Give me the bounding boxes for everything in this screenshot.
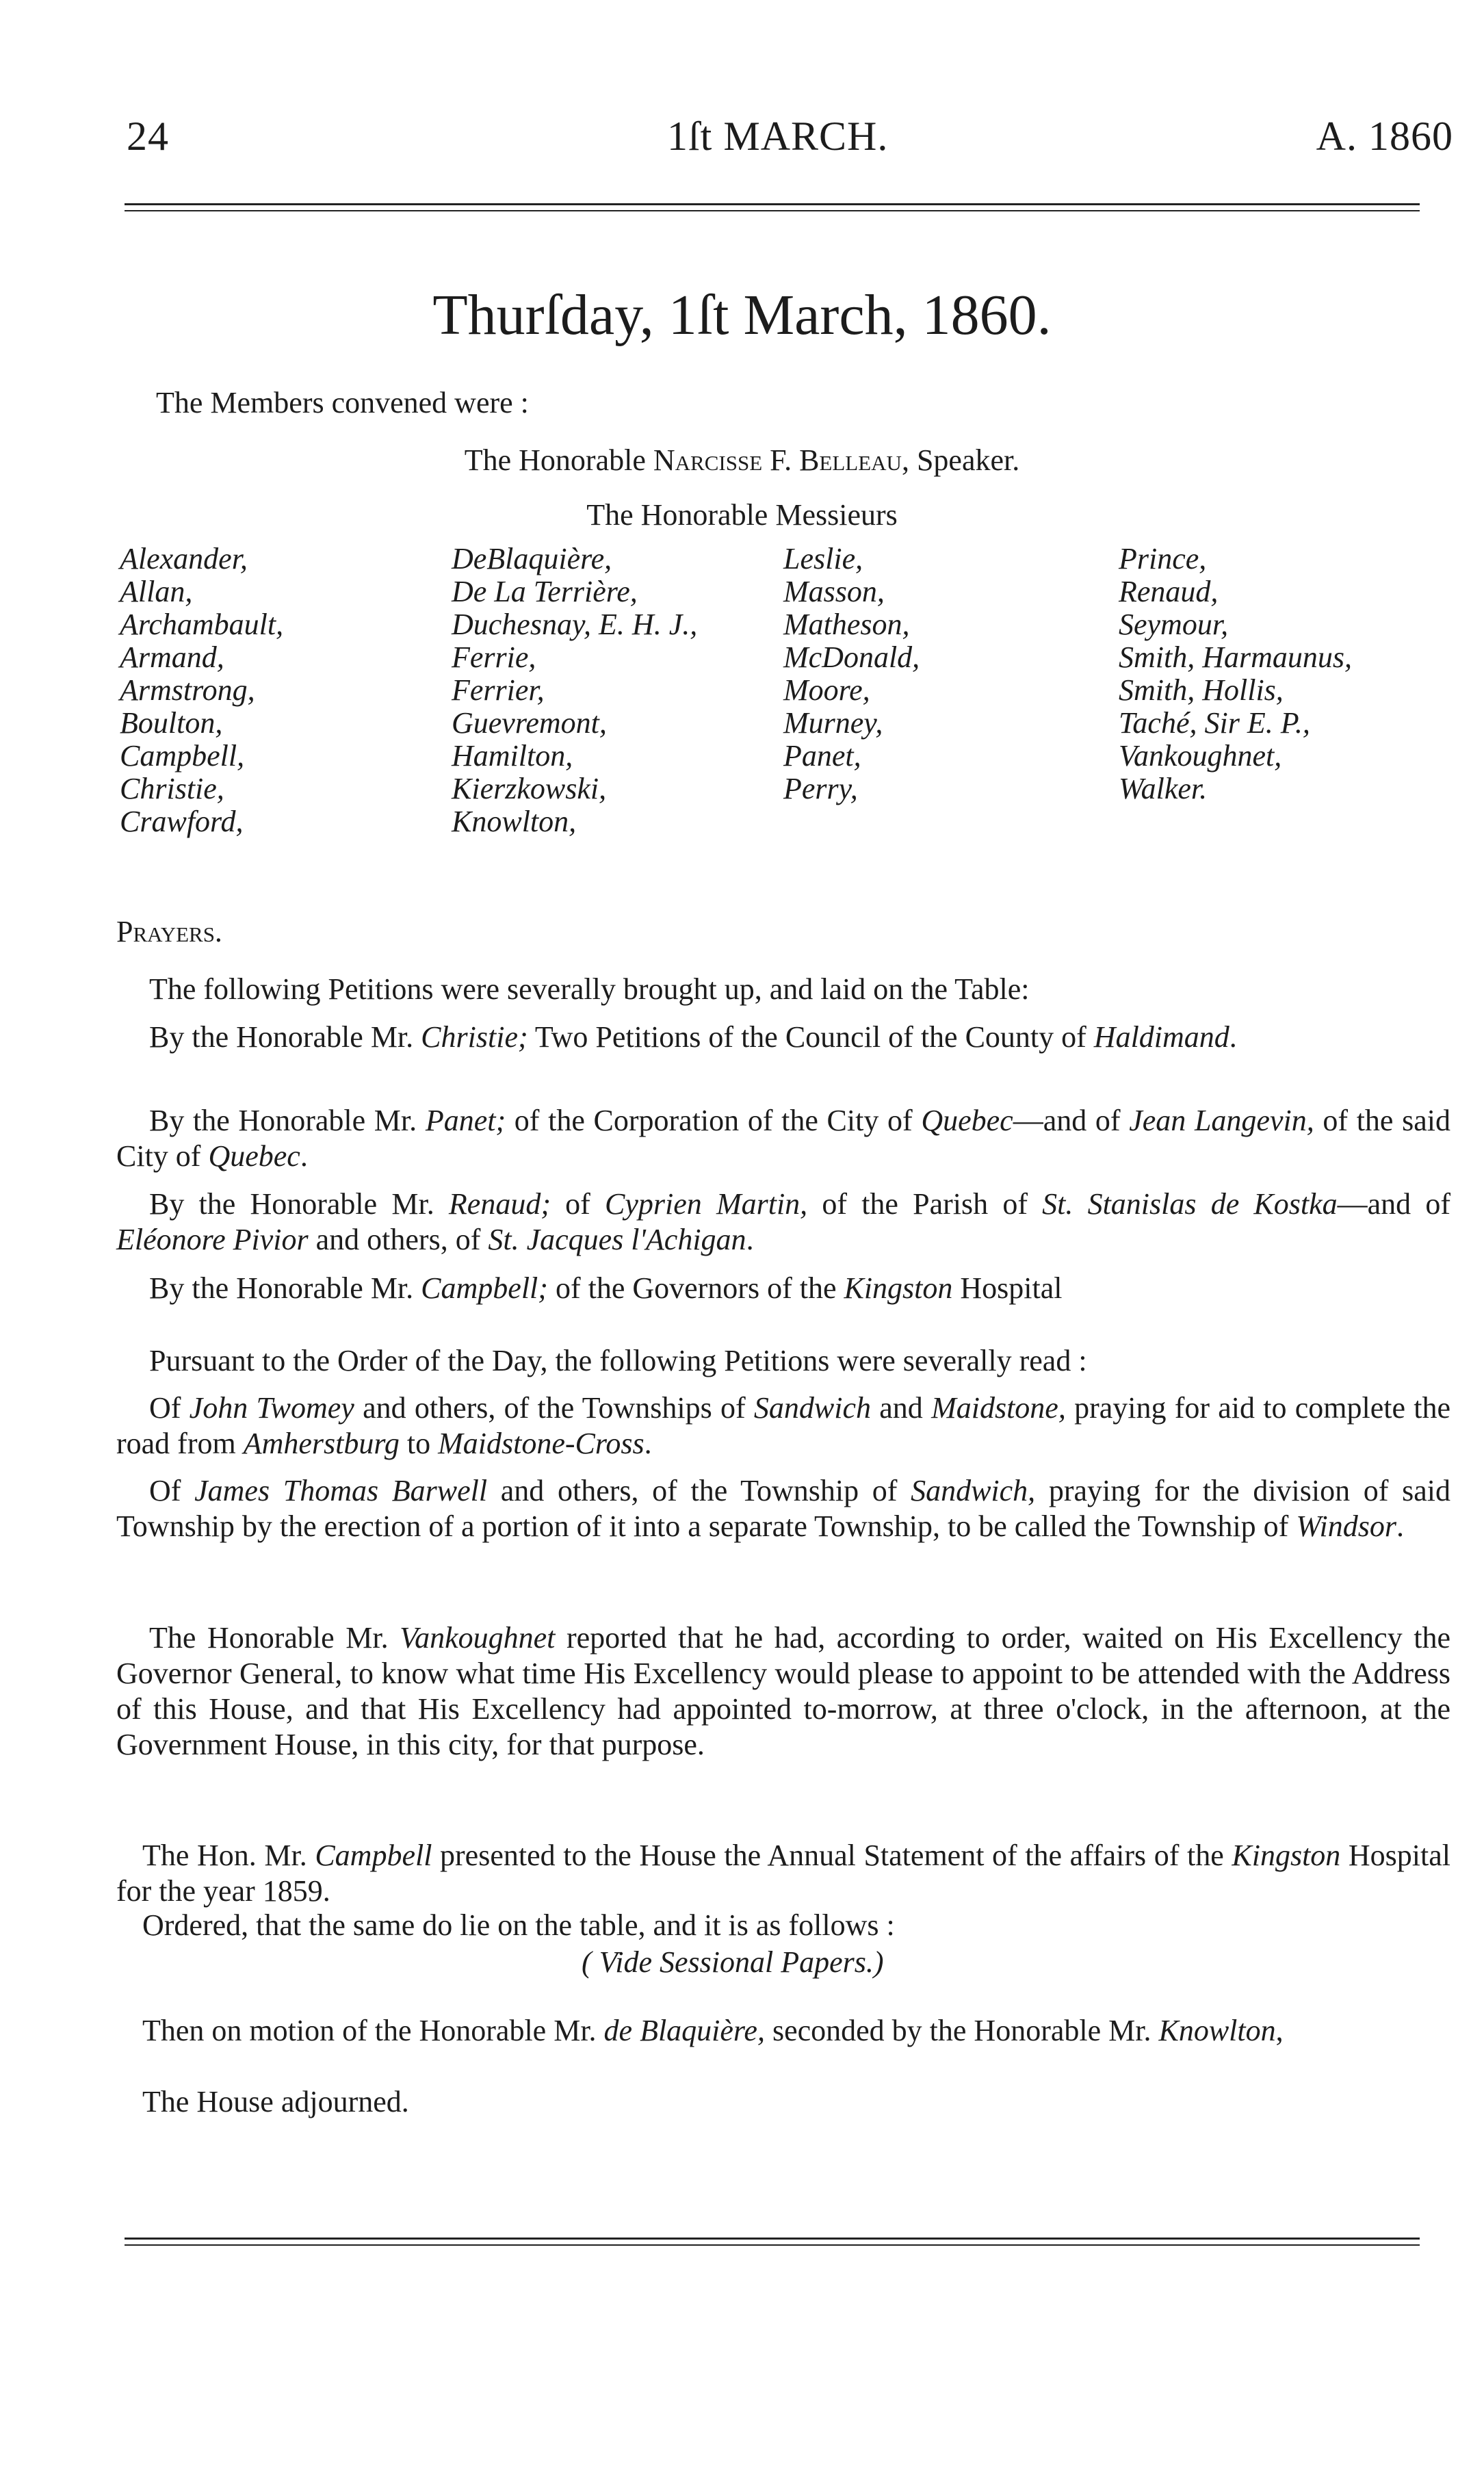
place-ref: Haldimand xyxy=(1093,1020,1229,1054)
text: . xyxy=(1229,1020,1237,1054)
motion-paragraph xyxy=(116,2013,1450,2049)
member-name: Prince, xyxy=(1119,542,1207,575)
member-ref: Campbell; xyxy=(421,1271,548,1305)
member-name: Seymour, xyxy=(1119,608,1229,641)
page-number: 24 xyxy=(127,114,169,159)
text: By the Honorable Mr. xyxy=(149,1271,421,1305)
speaker-prefix: The Honorable xyxy=(464,443,653,477)
member-name: Christie, xyxy=(120,772,224,805)
ordered-line: Ordered, that the same do lie on the table, and it is as follows : xyxy=(142,1908,895,1942)
messieurs-heading: The Honorable Messieurs xyxy=(586,498,898,532)
report-paragraph xyxy=(116,1620,1450,1763)
petitions-intro: The following Petitions were severally brought up, and laid on the Table: xyxy=(149,972,1030,1006)
speaker-name: Narcisse F. Belleau xyxy=(653,443,902,477)
members-intro: The Members convened were : xyxy=(156,386,529,419)
text: Then on motion of the Honorable Mr. xyxy=(142,2014,604,2047)
member-ref: Vankoughnet xyxy=(400,1621,556,1655)
members-column-2 xyxy=(452,543,697,838)
header-rule-thin xyxy=(125,210,1420,211)
place-ref: Amherstburg xyxy=(243,1427,400,1460)
member-name: Knowlton, xyxy=(452,805,577,838)
text: praying for the division of said Township by the erection of a portion of it into a separate Township, to be called the Township of xyxy=(116,1474,1450,1543)
member-name: Armand, xyxy=(120,640,224,674)
footer-rule-thick xyxy=(125,2238,1420,2240)
member-ref: Renaud; xyxy=(448,1187,551,1221)
text: reported that he had, according to order, waited on His Excellency the Governor General, to know what time His Excellency would please to appoint to be attended with the Address of this House, and that His Excellency had appointed to-morrow, at three o'clock, in the afternoon, at the Government House, in this city, for that purpose. xyxy=(116,1621,1450,1761)
member-name: Hamilton, xyxy=(452,739,573,773)
member-name: Renaud, xyxy=(1119,575,1219,608)
petition-renaud xyxy=(116,1186,1450,1258)
text: Hospital xyxy=(952,1271,1063,1305)
member-name: Crawford, xyxy=(120,805,244,838)
member-name: Masson, xyxy=(783,575,885,608)
member-name: Matheson, xyxy=(783,608,910,641)
petition-christie xyxy=(116,1020,1450,1055)
member-name: Archambault, xyxy=(120,608,284,641)
read-petition-twomey xyxy=(116,1390,1450,1462)
member-name: Ferrier, xyxy=(452,673,545,707)
text: By the Honorable Mr. xyxy=(149,1020,421,1054)
speaker-suffix: , Speaker. xyxy=(901,443,1020,477)
member-name: Guevremont, xyxy=(452,706,607,740)
text: presented to the House the Annual Statement of the affairs of the xyxy=(432,1839,1232,1872)
person-ref: John Twomey xyxy=(189,1391,354,1425)
place-ref: Maidstone-Cross xyxy=(438,1427,645,1460)
text: By the Honorable Mr. xyxy=(149,1187,449,1221)
text: Two Petitions of the Council of the County of xyxy=(528,1020,1094,1054)
member-name: De La Terrière, xyxy=(452,575,638,608)
member-name: Perry, xyxy=(783,772,858,805)
running-header-year: A. 1860 xyxy=(1316,114,1453,159)
text: praying for aid to complete the road from xyxy=(116,1391,1450,1460)
adjourned-line: The House adjourned. xyxy=(142,2085,409,2118)
member-ref: Campbell xyxy=(315,1839,432,1872)
member-name: Alexander, xyxy=(120,542,248,575)
text: The Honorable Mr. xyxy=(149,1621,400,1655)
text: —and of xyxy=(1013,1104,1130,1137)
page-title: Thurſday, 1ſt March, 1860. xyxy=(432,283,1052,347)
place-ref: Kingston xyxy=(1232,1839,1341,1872)
text: . xyxy=(300,1139,308,1173)
vide-sessional-papers: ( Vide Sessional Papers.) xyxy=(582,1945,884,1979)
text: The Hon. Mr. xyxy=(142,1839,315,1872)
members-column-1 xyxy=(120,543,283,838)
header-rule-thick xyxy=(125,203,1420,205)
text: of xyxy=(550,1187,605,1221)
text: By the Honorable Mr. xyxy=(149,1104,426,1137)
text: to xyxy=(399,1427,439,1460)
place-ref: St. Stanislas de Kostka xyxy=(1042,1187,1338,1221)
person-ref: Eléonore Pivior xyxy=(116,1223,309,1256)
member-name: Walker. xyxy=(1119,772,1208,805)
text: seconded by the Honorable Mr. xyxy=(764,2014,1159,2047)
read-intro: Pursuant to the Order of the Day, the following Petitions were severally read : xyxy=(149,1344,1087,1377)
place-ref: Quebec xyxy=(921,1104,1013,1137)
person-ref: Jean Langevin, xyxy=(1129,1104,1314,1137)
member-name: Ferrie, xyxy=(452,640,536,674)
members-column-3 xyxy=(783,543,920,805)
member-name: Smith, Hollis, xyxy=(1119,673,1284,707)
member-name: Panet, xyxy=(783,739,861,773)
member-name: Duchesnay, E. H. J., xyxy=(452,608,698,641)
text: and others, of xyxy=(308,1223,489,1256)
member-name: Taché, Sir E. P., xyxy=(1119,706,1310,740)
petition-panet xyxy=(116,1103,1450,1174)
text: , xyxy=(1275,2014,1284,2047)
petition-campbell xyxy=(149,1271,1063,1306)
text: . xyxy=(644,1427,652,1460)
member-name: Kierzkowski, xyxy=(452,772,607,805)
member-ref: Christie; xyxy=(421,1020,528,1054)
member-ref: Panet; xyxy=(425,1104,506,1137)
text: of the Corporation of the City of xyxy=(506,1104,922,1137)
member-name: Smith, Harmaunus, xyxy=(1119,640,1353,674)
statement-paragraph xyxy=(116,1838,1450,1909)
place-ref: Quebec xyxy=(208,1139,300,1173)
members-column-4 xyxy=(1119,543,1352,805)
text: —and of xyxy=(1337,1187,1451,1221)
member-name: Campbell, xyxy=(120,739,245,773)
prayers-heading: Prayers. xyxy=(116,915,222,948)
text: Of xyxy=(149,1474,195,1507)
member-name: McDonald, xyxy=(783,640,920,674)
member-name: Armstrong, xyxy=(120,673,255,707)
text: of the Governors of the xyxy=(547,1271,844,1305)
member-ref: Knowlton xyxy=(1158,2014,1276,2047)
text: Of xyxy=(149,1391,190,1425)
text: of the said City of xyxy=(116,1104,1450,1173)
member-name: Allan, xyxy=(120,575,193,608)
place-ref: Windsor xyxy=(1296,1509,1397,1543)
member-name: Murney, xyxy=(783,706,883,740)
text: of the Parish of xyxy=(807,1187,1043,1221)
speaker-line xyxy=(0,443,1484,478)
place-ref: St. Jacques l'Achigan xyxy=(488,1223,746,1256)
footer-rule-thin xyxy=(125,2244,1420,2246)
text: and xyxy=(871,1391,932,1425)
place-ref: Maidstone, xyxy=(931,1391,1066,1425)
text: and others, of the Townships of xyxy=(354,1391,754,1425)
member-name: Vankoughnet, xyxy=(1119,739,1282,773)
person-ref: James Thomas Barwell xyxy=(194,1474,488,1507)
member-ref: de Blaquière, xyxy=(603,2014,765,2047)
text: Hospital for the year 1859. xyxy=(116,1839,1451,1908)
place-ref: Sandwich xyxy=(753,1391,872,1425)
person-ref: Cyprien Martin, xyxy=(605,1187,808,1221)
member-name: Moore, xyxy=(783,673,870,707)
text: . xyxy=(1396,1509,1405,1543)
place-ref: Sandwich, xyxy=(911,1474,1036,1507)
place-ref: Kingston xyxy=(844,1271,953,1305)
running-header-date: 1ſt MARCH. xyxy=(667,114,889,159)
text: and others, of the Township of xyxy=(487,1474,911,1507)
text: . xyxy=(746,1223,754,1256)
member-name: Boulton, xyxy=(120,706,223,740)
member-name: DeBlaquière, xyxy=(452,542,612,575)
member-name: Leslie, xyxy=(783,542,863,575)
read-petition-barwell xyxy=(116,1473,1450,1544)
